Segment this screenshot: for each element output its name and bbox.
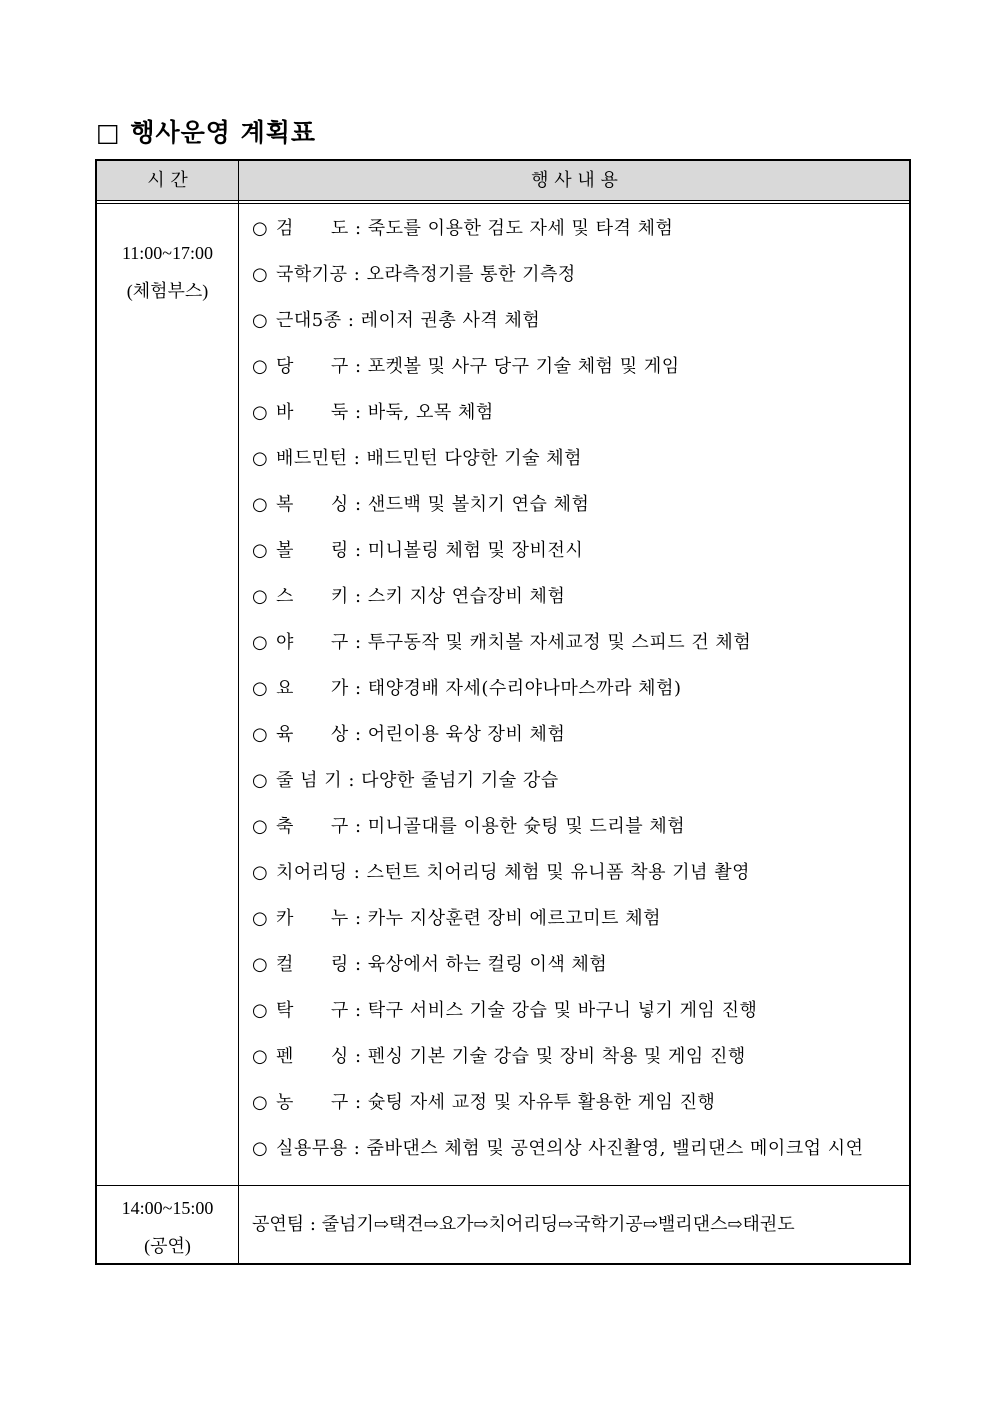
circle-bullet-icon: ○ (252, 908, 269, 929)
list-item: ○ 당 구 : 포켓볼 및 사구 당구 기술 체험 및 게임 (252, 352, 912, 398)
circle-bullet-icon: ○ (252, 862, 269, 883)
circle-bullet-icon: ○ (252, 218, 269, 239)
circle-bullet-icon: ○ (252, 1092, 269, 1113)
circle-bullet-icon: ○ (252, 678, 269, 699)
time-cell-performance (97, 1189, 238, 1265)
list-item: ○ 검 도 : 죽도를 이용한 검도 자세 및 타격 체험 (252, 214, 912, 260)
circle-bullet-icon: ○ (252, 356, 269, 377)
circle-bullet-icon: ○ (252, 310, 269, 331)
list-item: ○ 근대5종 : 레이저 권총 사격 체험 (252, 306, 912, 352)
list-item: ○ 실용무용 : 줌바댄스 체험 및 공연의상 사진촬영, 밸리댄스 메이크업 시연 (252, 1134, 912, 1180)
list-item: ○ 배드민턴 : 배드민턴 다양한 기술 체험 (252, 444, 912, 490)
list-item: ○ 볼 링 : 미니볼링 체험 및 장비전시 (252, 536, 912, 582)
list-item: ○ 축 구 : 미니골대를 이용한 슛팅 및 드리블 체험 (252, 812, 912, 858)
list-item: ○ 농 구 : 슛팅 자세 교정 및 자유투 활용한 게임 진행 (252, 1088, 912, 1134)
table-header (97, 161, 909, 201)
time-cell-booths (97, 234, 238, 310)
performance-lineup: 공연팀 : 줄넘기⇨택견⇨요가⇨치어리딩⇨국학기공⇨밸리댄스⇨태권도 (252, 1214, 795, 1235)
time-range: 14:00~15:00 (121, 1198, 214, 1218)
circle-bullet-icon: ○ (252, 494, 269, 515)
header-time: 시 간 (147, 170, 188, 191)
circle-bullet-icon: ○ (252, 954, 269, 975)
circle-bullet-icon: ○ (252, 586, 269, 607)
list-item: ○ 스 키 : 스키 지상 연습장비 체험 (252, 582, 912, 628)
list-item: ○ 카 누 : 카누 지상훈련 장비 에르고미트 체험 (252, 904, 912, 950)
row-divider (97, 1185, 909, 1186)
list-item: ○ 컬 링 : 육상에서 하는 컬링 이색 체험 (252, 950, 912, 996)
list-item: ○ 치어리딩 : 스턴트 치어리딩 체험 및 유니폼 착용 기념 촬영 (252, 858, 912, 904)
circle-bullet-icon: ○ (252, 1138, 269, 1159)
circle-bullet-icon: ○ (252, 540, 269, 561)
circle-bullet-icon: ○ (252, 1000, 269, 1021)
circle-bullet-icon: ○ (252, 770, 269, 791)
list-item: ○ 줄 넘 기 : 다양한 줄넘기 기술 강습 (252, 766, 912, 812)
time-note: (공연) (144, 1236, 191, 1256)
circle-bullet-icon: ○ (252, 402, 269, 423)
list-item: ○ 국학기공 : 오라측정기를 통한 기측정 (252, 260, 912, 306)
booth-list (252, 214, 912, 1180)
circle-bullet-icon: ○ (252, 448, 269, 469)
list-item: ○ 탁 구 : 탁구 서비스 기술 강습 및 바구니 넣기 게임 진행 (252, 996, 912, 1042)
list-item: ○ 펜 싱 : 펜싱 기본 기술 강습 및 장비 착용 및 게임 진행 (252, 1042, 912, 1088)
schedule-table (95, 159, 911, 1265)
header-double-rule (97, 203, 909, 204)
header-content: 행 사 내 용 (531, 170, 618, 191)
circle-bullet-icon: ○ (252, 264, 269, 285)
page-title: □ 행사운영 계획표 (96, 118, 317, 147)
list-item: ○ 바 둑 : 바둑, 오목 체험 (252, 398, 912, 444)
circle-bullet-icon: ○ (252, 816, 269, 837)
time-note: (체험부스) (126, 281, 209, 301)
list-item: ○ 육 상 : 어린이용 육상 장비 체험 (252, 720, 912, 766)
time-range: 11:00~17:00 (121, 243, 214, 263)
list-item: ○ 복 싱 : 샌드백 및 볼치기 연습 체험 (252, 490, 912, 536)
circle-bullet-icon: ○ (252, 724, 269, 745)
list-item: ○ 요 가 : 태양경배 자세(수리야나마스까라 체험) (252, 674, 912, 720)
circle-bullet-icon: ○ (252, 632, 269, 653)
circle-bullet-icon: ○ (252, 1046, 269, 1067)
list-item: ○ 야 구 : 투구동작 및 캐치볼 자세교정 및 스피드 건 체험 (252, 628, 912, 674)
column-divider (238, 161, 239, 1263)
